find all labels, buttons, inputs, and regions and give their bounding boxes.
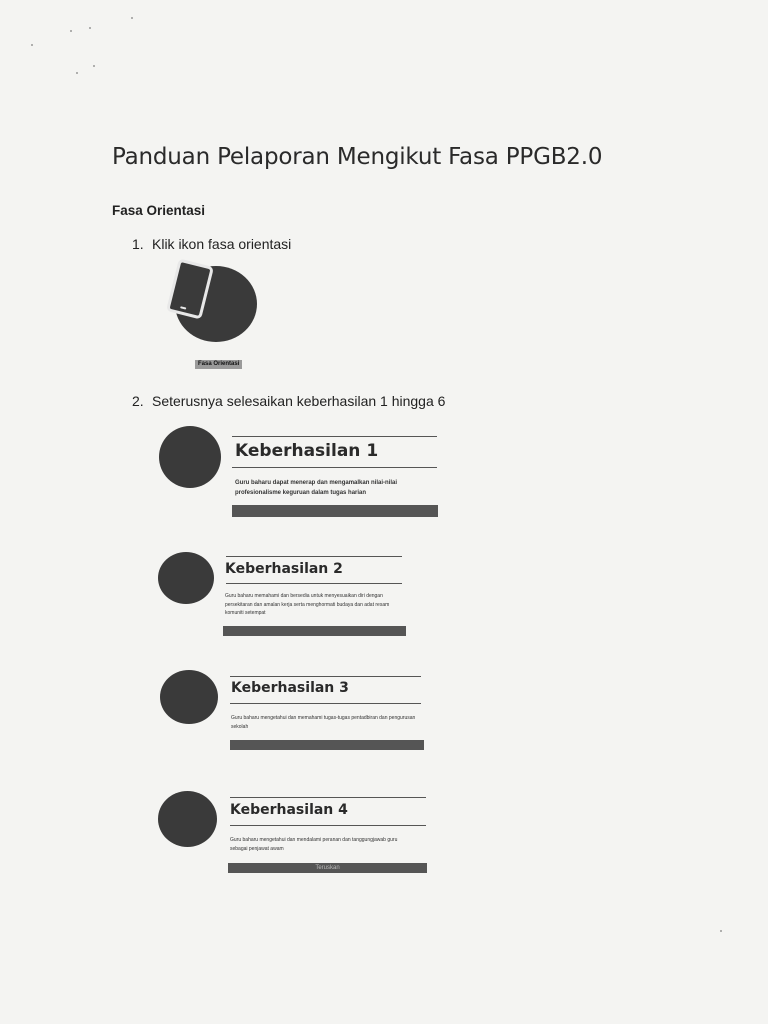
keberhasilan-icon <box>158 791 217 847</box>
divider <box>232 467 437 468</box>
scan-speck <box>131 17 133 19</box>
keberhasilan-title: Keberhasilan 1 <box>235 441 379 461</box>
step-1 <box>132 236 291 252</box>
step-number: 1. <box>132 236 144 252</box>
keberhasilan-icon <box>158 552 214 604</box>
keberhasilan-icon <box>160 670 218 724</box>
keberhasilan-button[interactable] <box>230 740 424 750</box>
keberhasilan-button[interactable]: Teruskan <box>228 863 427 873</box>
keberhasilan-description: Guru baharu mengetahui dan mendalami peranan dan tanggungjawab guru sebagai penjawat awam <box>230 837 398 852</box>
page-title: Panduan Pelaporan Mengikut Fasa PPGB2.0 <box>112 144 603 170</box>
step-number: 2. <box>132 393 144 409</box>
divider <box>226 583 402 584</box>
divider <box>230 825 426 826</box>
scan-speck <box>31 44 33 46</box>
keberhasilan-icon <box>159 426 221 488</box>
keberhasilan-description: Guru baharu memahami dan bersedia untuk menyesuaikan diri dengan persekitaran dan amalan kerja serta menghormati budaya dan adat resam komuniti setempat <box>225 593 390 616</box>
divider <box>230 676 421 677</box>
section-heading: Fasa Orientasi <box>112 203 206 218</box>
scan-speck <box>70 30 72 32</box>
step-text: Klik ikon fasa orientasi <box>152 236 292 252</box>
scan-speck <box>93 65 95 67</box>
scan-speck <box>89 27 91 29</box>
keberhasilan-description: Guru baharu dapat menerap dan mengamalkan nilai-nilai profesionalisme keguruan dalam tugas harian <box>235 480 398 496</box>
keberhasilan-description: Guru baharu mengetahui dan memahami tugas-tugas pentadbiran dan pengurusan sekolah <box>231 715 416 730</box>
keberhasilan-button[interactable] <box>232 505 438 517</box>
keberhasilan-title: Keberhasilan 3 <box>231 680 349 696</box>
keberhasilan-button[interactable] <box>223 626 406 636</box>
scan-speck <box>720 930 722 932</box>
divider <box>230 797 426 798</box>
scan-speck <box>76 72 78 74</box>
keberhasilan-title: Keberhasilan 2 <box>225 561 343 577</box>
step-text: Seterusnya selesaikan keberhasilan 1 hingga 6 <box>152 393 446 409</box>
orientation-icon-label: Fasa Orientasi <box>195 360 242 369</box>
divider <box>230 703 421 704</box>
divider <box>226 556 402 557</box>
keberhasilan-title: Keberhasilan 4 <box>230 802 348 818</box>
step-2 <box>132 393 445 409</box>
divider <box>232 436 437 437</box>
